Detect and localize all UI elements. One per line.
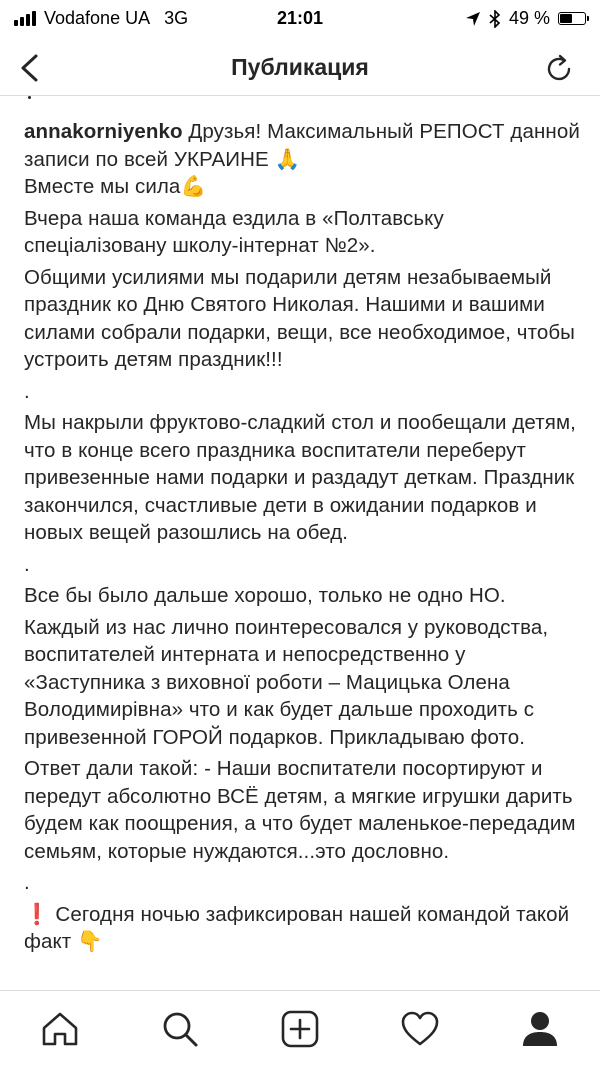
pray-emoji-icon: 🙏 — [274, 146, 301, 171]
tab-home[interactable] — [0, 991, 120, 1067]
caption-top-fade — [24, 96, 584, 104]
caption-dot-1: . — [24, 379, 30, 403]
caption-paragraph-3: Мы накрыли фруктово-сладкий стол и пообещали детям, что в конце всего праздника воспитатели переберут привезенные нами подарки и раздадут деткам. Праздник закончился, счастливые дети в ожидании подарков и новых вещей разошлись на обед. — [24, 411, 576, 544]
strength-text: Вместе мы сила — [24, 175, 181, 198]
battery-percent: 49 % — [508, 8, 550, 28]
caption-paragraph-1: Вчера наша команда ездила в «Полтавську спеціалізовану школу-інтернат №2». — [24, 206, 444, 257]
home-icon — [40, 1010, 80, 1048]
search-icon — [160, 1009, 200, 1049]
status-right — [465, 8, 586, 29]
exclamation-emoji-icon: ❗ — [24, 901, 50, 926]
tab-activity[interactable] — [360, 991, 480, 1067]
caption-paragraph-2: Общими усилиями мы подарили детям незабываемый праздник ко Дню Святого Николая. Нашими и вашими силами собрали подарки, вещи, все необходимое, чтобы устроить детям праздник!!! — [24, 265, 576, 371]
post-caption — [24, 96, 584, 990]
tab-add-post[interactable] — [240, 991, 360, 1067]
caption-strength-line — [24, 173, 584, 201]
caption-paragraph-5: Каждый из нас лично поинтересовался у руководства, воспитателей интерната и непосредственно у «Заступника з виховної роботи – Мацицька Олена Володимирівна» что и как будет дальше проходить с привезенной ГОРОЙ подарков. Прикладываю фото. — [24, 615, 549, 749]
caption-paragraph-4: Все бы было дальше хорошо, только не одно НО. — [24, 584, 506, 607]
refresh-icon[interactable] — [542, 52, 576, 86]
network-label: 3G — [164, 8, 189, 28]
point-down-emoji-icon: 👇 — [77, 929, 103, 953]
bluetooth-icon — [489, 10, 501, 28]
username-link[interactable]: annakorniyenko — [24, 120, 183, 143]
battery-icon — [558, 12, 586, 25]
caption-dot-2: . — [24, 552, 30, 576]
caption-dot-3: . — [24, 871, 30, 894]
caption-last-text: Сегодня ночью зафиксирован нашей командой такой факт — [24, 902, 570, 953]
caption-first-line: Друзья! Максимальный РЕПОСТ данной записи по всей УКРАИНЕ — [24, 120, 580, 171]
tab-profile[interactable] — [480, 991, 600, 1067]
tab-bar — [0, 990, 600, 1066]
profile-icon — [520, 1009, 560, 1049]
nav-bar — [0, 40, 600, 96]
status-bar — [0, 0, 600, 40]
tab-search[interactable] — [120, 991, 240, 1067]
location-arrow-icon — [465, 11, 481, 27]
page-title: Публикация — [231, 54, 369, 80]
heart-icon — [400, 1010, 440, 1048]
muscle-emoji-icon: 💪 — [180, 174, 207, 198]
status-time: 21:01 — [276, 8, 324, 28]
caption-paragraph-7 — [24, 901, 584, 956]
carrier-label: Vodafone UA — [44, 8, 151, 28]
caption-intro — [24, 118, 584, 173]
caption-paragraph-6: Ответ дали такой: - Наши воспитатели посортируют и передут абсолютно ВСЁ детям, а мягкие игрушки дарить будем как поощрения, а что будет маленькое-передадим семьям, которые нуждаются...это дословно. — [24, 757, 576, 863]
add-post-icon — [280, 1009, 320, 1049]
